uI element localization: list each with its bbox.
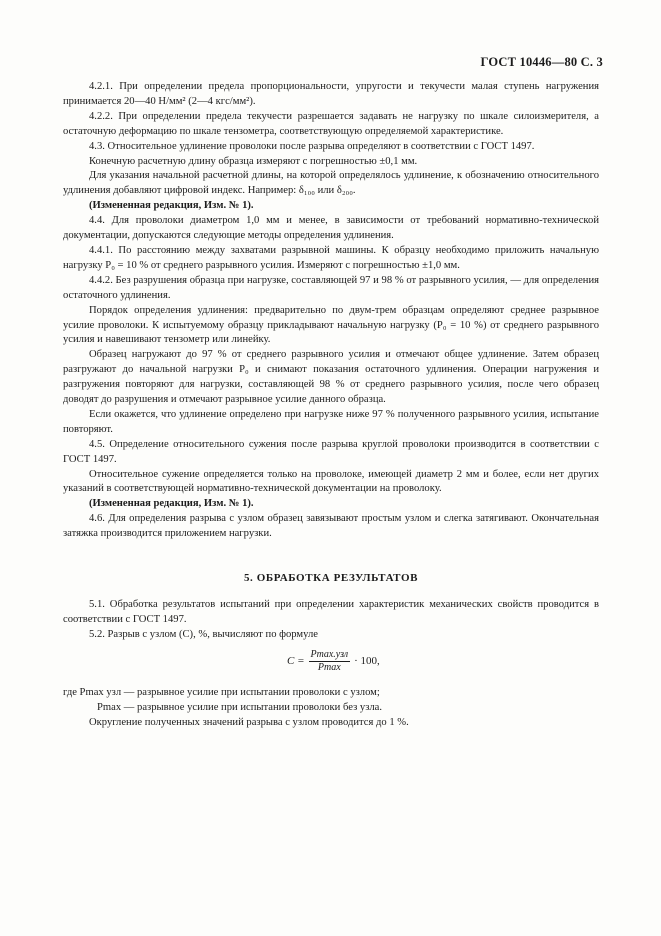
paragraph-4-3-gauge: Конечную расчетную длину образца измеряют с погрешностью ±0,1 мм. (89, 155, 418, 167)
paragraph-4-3: 4.3. Относительное удлинение проволоки после разрыва определяют в соответствии с ГОСТ 1497. (89, 140, 535, 152)
paragraph-4-6: 4.6. Для определения разрыва с узлом образец завязывают простым узлом и слегка затягивают. Окончательная затяжка производится приложением нагрузки. (63, 513, 599, 540)
paragraph-5-2-rounding: Округление полученных значений разрыва с узлом проводится до 1 %. (89, 716, 409, 728)
paragraph-4-4-2-repeat: Если окажется, что удлинение определено при нагрузке ниже 97 % полученного разрывного усилия, испытание повторяют. (63, 408, 599, 435)
formula-legend-knot: где Pmax узл — разрывное усилие при испытании проволоки с узлом; (63, 686, 380, 698)
paragraph-4-3-index: Для указания начальной расчетной длины, на которой определялось удлинение, к обозначению относительного удлинения добавляют цифровой индекс. Например: δ₁₀₀ или δ₂₀₀. (63, 170, 599, 197)
amendment-note-1: (Измененная редакция, Изм. № 1). (89, 200, 254, 212)
formula-fraction (309, 649, 351, 674)
page-header: ГОСТ 10446—80 С. 3 (480, 55, 603, 69)
paragraph-4-2-1: 4.2.1. При определении предела пропорциональности, упругости и текучести малая ступень нагружения принимается 20—40 Н/мм² (2—4 кгс/мм²). (63, 81, 599, 107)
formula-legend-plain: Pmax — разрывное усилие при испытании проволоки без узла. (97, 701, 383, 713)
paragraph-4-4-1: 4.4.1. По расстоянию между захватами разрывной машины. К образцу необходимо приложить начальную нагрузку P₀ = 10 % от среднего разрывного усилия. Измеряют с погрешностью ±1,0 мм. (63, 244, 599, 271)
formula-lhs: C = (287, 654, 305, 667)
amendment-note-2: (Измененная редакция, Изм. № 1). (89, 498, 254, 510)
paragraph-4-5: 4.5. Определение относительного сужения после разрыва круглой проволоки производится в соответствии с ГОСТ 1497. (63, 438, 599, 465)
paragraph-4-4-2-procedure: Порядок определения удлинения: предварительно по двум-трем образцам определяют среднее разрывное усилие проволоки. К испытуемому образцу прикладывают начальную нагрузку (P₀ = 10 %) от среднего разрывного усилия и навешивают тензометр или линейку. (63, 304, 599, 346)
paragraph-5-1: 5.1. Обработка результатов испытаний при определении характеристик механических свойств проводится в соответствии с ГОСТ 1497. (63, 599, 599, 625)
paragraph-4-4-2-loading: Образец нагружают до 97 % от среднего разрывного усилия и отмечают общее удлинение. Затем образец разгружают до начальной нагрузки P₀ и снимают показания остаточного удлинения. Операции нагружения и разгружения повторяют для нагрузки, составляющей 98 % от среднего разрывного усилия, после чего образец доводят до разрушения и отмечают разрывное усилие данного образца. (63, 349, 599, 406)
formula-rhs: · 100, (354, 654, 380, 667)
formula-numerator: Pmax.узл (310, 648, 349, 660)
paragraph-4-5-diameter: Относительное сужение определяется только на проволоке, имеющей диаметр 2 мм и более, если нет других указаний в соответствующей нормативно-технической документации на проволоку. (63, 468, 599, 495)
paragraph-4-4-2: 4.4.2. Без разрушения образца при нагрузке, составляющей 97 и 98 % от разрывного усилия, — для определения остаточного удлинения. (63, 274, 599, 301)
document-body (63, 80, 599, 730)
section-heading-5: 5. ОБРАБОТКА РЕЗУЛЬТАТОВ (243, 572, 419, 585)
knot-break-formula (63, 649, 599, 674)
paragraph-5-2: 5.2. Разрыв с узлом (C), %, вычисляют по формуле (89, 628, 318, 640)
formula-denominator: Pmax (317, 661, 341, 673)
paragraph-4-4: 4.4. Для проволоки диаметром 1,0 мм и менее, в зависимости от требований нормативно-технической документации, допускаются следующие методы определения удлинения. (63, 215, 599, 242)
paragraph-4-2-2: 4.2.2. При определении предела текучести разрешается задавать не нагрузку по шкале силоизмерителя, а остаточную деформацию по шкале тензометра, соответствующую определяемой характеристике. (63, 110, 599, 137)
